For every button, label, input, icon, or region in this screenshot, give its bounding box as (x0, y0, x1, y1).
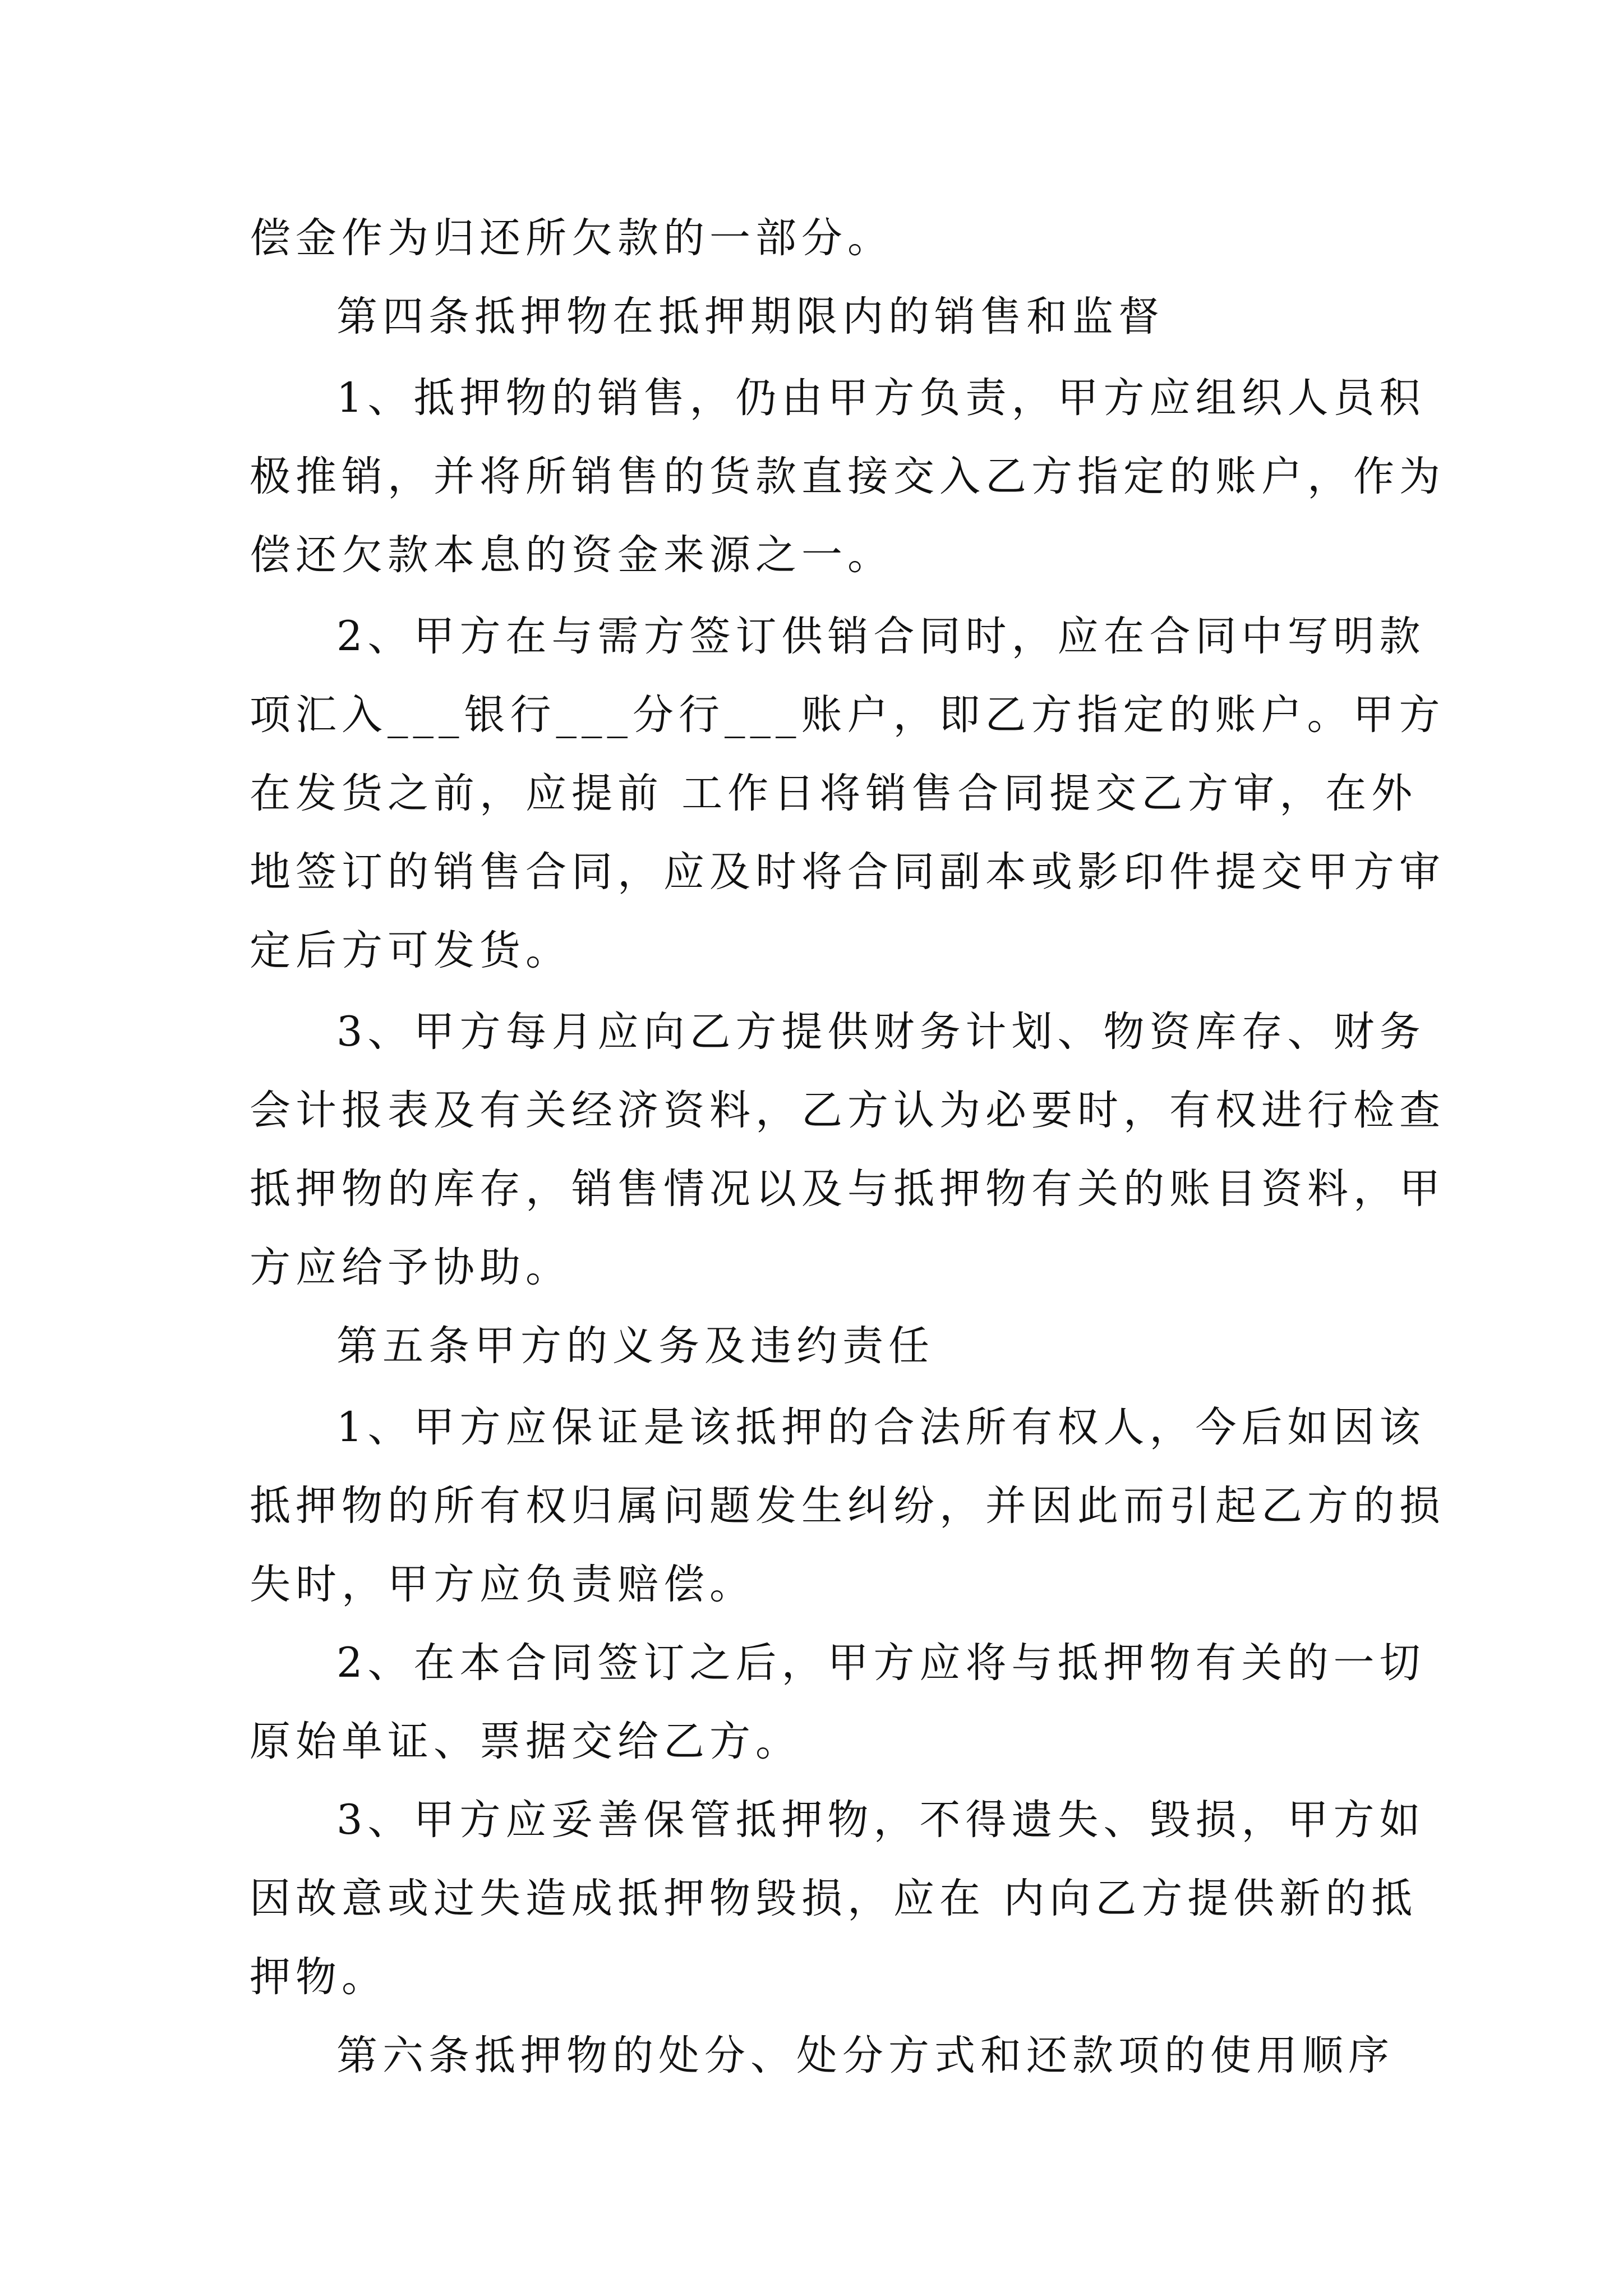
paragraph-line: 方应给予协助。 (250, 1244, 571, 1291)
paragraph-line: 原始单证、票据交给乙方。 (250, 1718, 801, 1765)
paragraph-line: 2、甲方在与需方签订供销合同时，应在合同中写明款 (336, 613, 1426, 660)
paragraph-line: 3、甲方应妥善保管抵押物，不得遗失、毁损，甲方如 (336, 1796, 1426, 1844)
paragraph-line: 2、在本合同签订之后，甲方应将与抵押物有关的一切 (336, 1639, 1426, 1687)
paragraph-line: 失时，甲方应负责赔偿。 (250, 1561, 755, 1608)
paragraph-line: 抵押物的所有权归属问题发生纠纷，并因此而引起乙方的损 (250, 1482, 1445, 1530)
paragraph-line: 会计报表及有关经济资料，乙方认为必要时，有权进行检查 (250, 1087, 1445, 1134)
paragraph-line: 抵押物的库存，销售情况以及与抵押物有关的账目资料，甲 (250, 1165, 1445, 1213)
paragraph-line: 偿金作为归还所欠款的一部分。 (250, 214, 893, 262)
paragraph-line: 1、抵押物的销售，仍由甲方负责，甲方应组织人员积 (336, 374, 1426, 422)
paragraph-line: 偿还欠款本息的资金来源之一。 (250, 531, 893, 579)
paragraph-line: 项汇入___银行___分行___账户，即乙方指定的账户。甲方 (250, 691, 1445, 739)
paragraph-line: 因故意或过失造成抵押物毁损，应在 内向乙方提供新的抵 (250, 1875, 1418, 1922)
paragraph-line: 押物。 (250, 1953, 388, 2001)
paragraph-line: 3、甲方每月应向乙方提供财务计划、物资库存、财务 (336, 1008, 1426, 1056)
section-heading: 第六条抵押物的处分、处分方式和还款项的使用顺序 (336, 2032, 1394, 2079)
section-heading: 第四条抵押物在抵押期限内的销售和监督 (336, 293, 1164, 341)
paragraph-line: 在发货之前，应提前 工作日将销售合同提交乙方审，在外 (250, 770, 1418, 817)
section-heading: 第五条甲方的义务及违约责任 (336, 1322, 934, 1370)
paragraph-line: 定后方可发货。 (250, 927, 571, 974)
paragraph-line: 1、甲方应保证是该抵押的合法所有权人，今后如因该 (336, 1404, 1426, 1451)
paragraph-line: 地签订的销售合同，应及时将合同副本或影印件提交甲方审 (250, 848, 1445, 896)
paragraph-line: 极推销，并将所销售的货款直接交入乙方指定的账户，作为 (250, 453, 1445, 500)
